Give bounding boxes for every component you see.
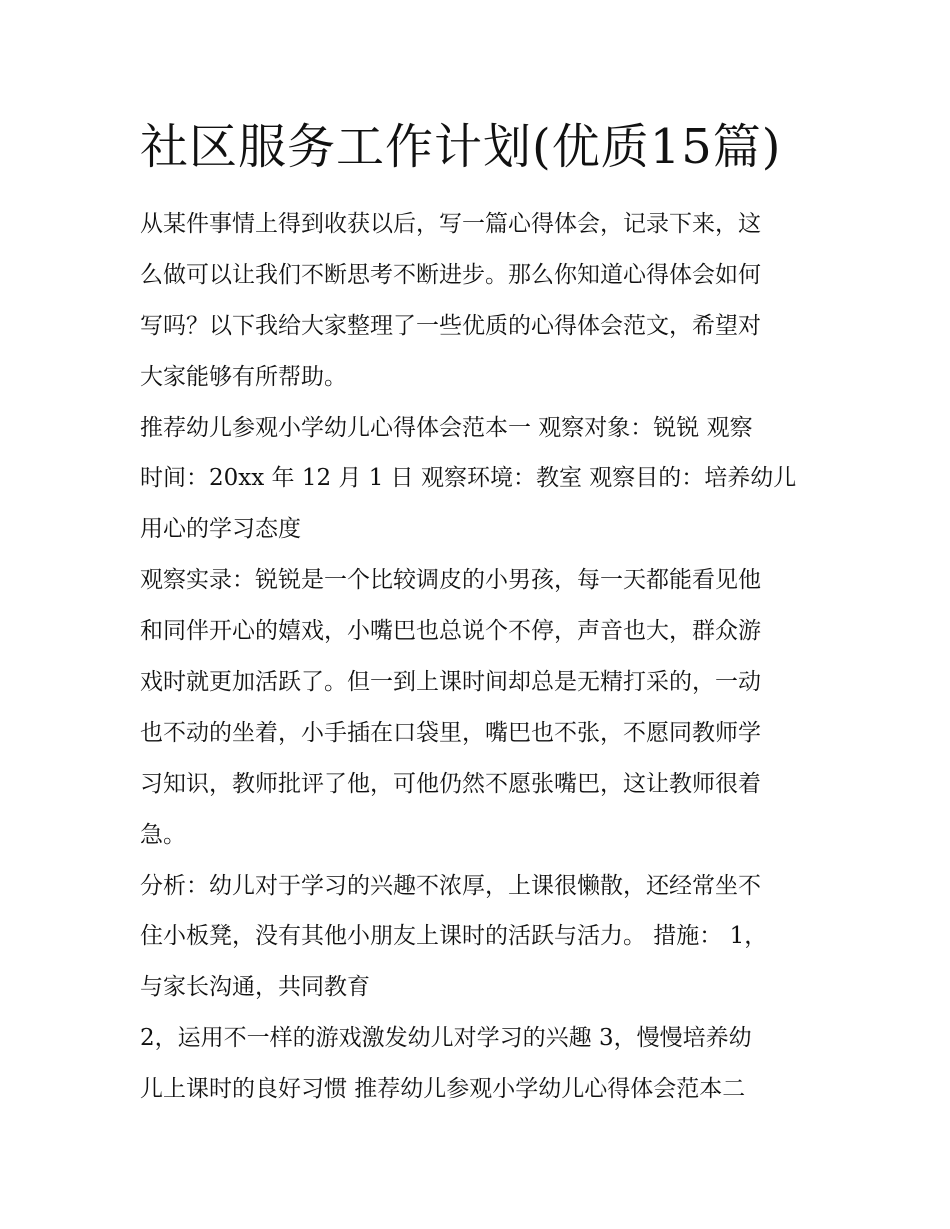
text-line: 与家长沟通，共同教育 <box>140 974 370 1001</box>
text-line: 写吗？以下我给大家整理了一些优质的心得体会范文，希望对 <box>140 312 761 339</box>
paragraph-observation-info <box>140 403 820 556</box>
document-title: 社区服务工作计划(优质15篇) <box>140 119 782 175</box>
text-line: 推荐幼儿参观小学幼儿心得体会范本一 观察对象：锐锐 观察 <box>140 414 753 441</box>
paragraph-observation-record <box>140 555 820 860</box>
text-line: 时间：20xx 年 12 月 1 日 观察环境：教室 观察目的：培养幼儿 <box>140 465 797 492</box>
text-line: 分析：幼儿对于学习的兴趣不浓厚，上课很懒散，还经常坐不 <box>140 872 761 899</box>
text-line: 观察实录：锐锐是一个比较调皮的小男孩，每一天都能看见他 <box>140 567 761 594</box>
text-line: 从某件事情上得到收获以后，写一篇心得体会，记录下来，这 <box>140 211 761 237</box>
text-line: 儿上课时的良好习惯 推荐幼儿参观小学幼儿心得体会范本二 <box>140 1076 746 1103</box>
text-line: 么做可以让我们不断思考不断进步。那么你知道心得体会如何 <box>140 261 761 288</box>
text-line: 习知识，教师批评了他，可他仍然不愿张嘴巴，这让教师很着 <box>140 770 761 797</box>
text-line: 急。 <box>140 821 186 848</box>
paragraph-analysis <box>140 861 820 1014</box>
text-line: 和同伴开心的嬉戏，小嘴巴也总说个不停，声音也大，群众游 <box>140 618 761 645</box>
text-line: 戏时就更加活跃了。但一到上课时间却总是无精打采的，一动 <box>140 669 761 696</box>
text-line: 2，运用不一样的游戏激发幼儿对学习的兴趣 3，慢慢培养幼 <box>140 1025 752 1052</box>
text-line: 用心的学习态度 <box>140 516 301 543</box>
paragraph-intro <box>140 199 820 403</box>
paragraph-measures <box>140 1013 820 1115</box>
text-line: 也不动的坐着，小手插在口袋里，嘴巴也不张，不愿同教师学 <box>140 719 761 746</box>
document-body <box>140 199 820 1115</box>
text-line: 大家能够有所帮助。 <box>140 363 347 390</box>
text-line: 住小板凳，没有其他小朋友上课时的活跃与活力。 措施： 1， <box>140 923 768 950</box>
